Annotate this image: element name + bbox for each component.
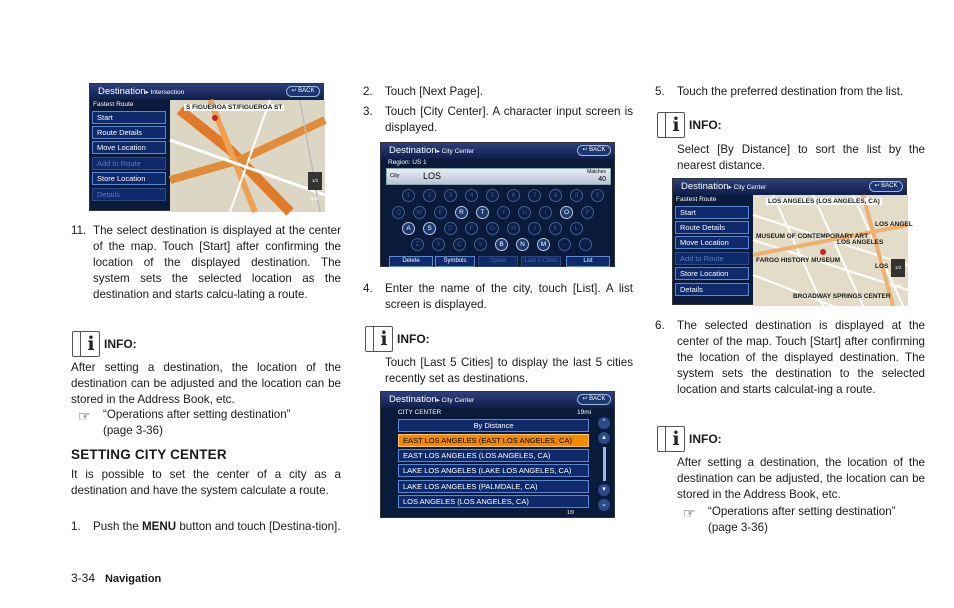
keyboard-key: L bbox=[570, 222, 583, 235]
screenshot-city-center-destination bbox=[672, 178, 913, 305]
keyboard-key: O bbox=[560, 206, 573, 219]
keyboard-key: V bbox=[474, 238, 487, 251]
screen-header: Destination▸ Intersection bbox=[90, 84, 323, 100]
step-5: 5. Touch the preferred destination from the list. bbox=[655, 85, 904, 98]
screen-header: Destination▸ City Center bbox=[673, 179, 906, 195]
reference-link-col1: “Operations after setting destination” (page 3-36) bbox=[103, 408, 291, 437]
back-button: ↩ BACK bbox=[286, 86, 320, 97]
keyboard-key: G bbox=[486, 222, 499, 235]
keyboard-key: ' bbox=[579, 238, 592, 251]
screenshot-city-list bbox=[380, 391, 615, 518]
keyboard-key: D bbox=[444, 222, 457, 235]
city-input-field: City LOS Matches 40 bbox=[386, 168, 611, 185]
keyboard-key: B bbox=[495, 238, 508, 251]
map-location-label: S FIGUEROA ST/FIGUEROA ST bbox=[186, 104, 283, 111]
keyboard-key: Z bbox=[411, 238, 424, 251]
menu-route-details: Route Details bbox=[92, 126, 166, 139]
keyboard-key: P bbox=[581, 206, 594, 219]
step-4: 4. Enter the name of the city, touch [List]. A list screen is displayed. bbox=[363, 282, 633, 311]
keyboard-key: W bbox=[413, 206, 426, 219]
keyboard-key: - bbox=[558, 238, 571, 251]
step-11: 11. The select destination is displayed at the center of the map. Touch [Start] after confirming the location of the displayed destination. The system sets the selected location as the destination and starts calcu-lating a route. bbox=[71, 224, 341, 301]
menu-start: Start bbox=[675, 206, 749, 219]
keyboard-key: S bbox=[423, 222, 436, 235]
keyboard-key: X bbox=[432, 238, 445, 251]
keyboard-key: C bbox=[453, 238, 466, 251]
step-6: 6. The selected destination is displayed at the center of the map. Touch [Start] after confirming the location of the displayed destination. The system sets the destination to the selected location and starts calculat-ing a route. bbox=[655, 319, 925, 396]
info-text-col1: After setting a destination, the location of the destination can be adjusted and the location can be stored in the Address Book, etc. bbox=[71, 361, 341, 406]
screen-header: Destination▸ City Center bbox=[381, 392, 614, 408]
menu-route-details: Route Details bbox=[675, 221, 749, 234]
keyboard-key: I bbox=[539, 206, 552, 219]
route-label: Fastest Route bbox=[676, 196, 717, 203]
keyboard-key: F bbox=[465, 222, 478, 235]
keyboard-key: 4 bbox=[465, 189, 478, 202]
screenshot-city-keyboard bbox=[380, 142, 615, 267]
route-label: Fastest Route bbox=[93, 101, 134, 108]
menu-move-location: Move Location bbox=[92, 141, 166, 154]
map-place-label: BROADWAY SPRINGS CENTER bbox=[793, 293, 891, 300]
menu-add-to-route: Add to Route bbox=[675, 252, 749, 265]
symbols-button: Symbols bbox=[435, 256, 475, 267]
keyboard-key: T bbox=[476, 206, 489, 219]
section-intro: It is possible to set the center of a city as a destination and have the system calculate a route. bbox=[71, 468, 341, 497]
menu-details: Details bbox=[92, 188, 166, 201]
scroll-up-icon: ⌃ bbox=[598, 417, 610, 429]
map-place-label: FARGO HISTORY MUSEUM bbox=[756, 257, 841, 264]
scrollbar-track bbox=[603, 447, 606, 481]
delete-button: Delete bbox=[389, 256, 433, 267]
page-indicator: 1/9 bbox=[567, 510, 574, 516]
list-header-right: 19mi bbox=[577, 409, 592, 416]
screenshot-intersection-destination bbox=[89, 83, 324, 211]
keyboard-key: 5 bbox=[486, 189, 499, 202]
map-view bbox=[753, 195, 913, 306]
step-3: 3. Touch [City Center]. A character input screen is displayed. bbox=[363, 105, 633, 134]
map-place-label: LOS bbox=[875, 263, 889, 270]
map-place-label: LOS ANGEL bbox=[875, 221, 913, 228]
keyboard-key: 3 bbox=[444, 189, 457, 202]
keyboard-key: 0 bbox=[591, 189, 604, 202]
keyboard-key: H bbox=[507, 222, 520, 235]
keyboard-key: M bbox=[537, 238, 550, 251]
page-number: 3-34 bbox=[71, 571, 96, 585]
back-button: ↩ BACK bbox=[577, 394, 611, 405]
pointing-hand-icon: ☞ bbox=[683, 505, 696, 521]
info-text-col3-b: After setting a destination, the location of the destination can be adjusted, the location can be stored in the Address Book, etc. bbox=[677, 456, 925, 501]
scroll-up-icon: ▴ bbox=[598, 432, 610, 444]
info-heading-col1: i INFO: bbox=[72, 331, 137, 357]
map-place-label: MUSEUM OF CONTEMPORARY ART bbox=[756, 233, 869, 240]
scroll-down-icon: ⌄ bbox=[598, 499, 610, 511]
map-place-label: LOS ANGELES bbox=[837, 239, 884, 246]
map-location-label: LOS ANGELES (LOS ANGELES, CA) bbox=[768, 198, 880, 205]
info-heading-col3-b: i INFO: bbox=[657, 426, 722, 452]
last-5-cities-button: Last 5 Cities bbox=[521, 256, 561, 267]
scale-indicator: 1/2 Mile bbox=[891, 259, 905, 277]
space-button: Space bbox=[478, 256, 518, 267]
keyboard-key: Y bbox=[497, 206, 510, 219]
menu-start: Start bbox=[92, 111, 166, 124]
city-row: EAST LOS ANGELES (EAST LOS ANGELES, CA) bbox=[398, 434, 589, 447]
page-footer bbox=[71, 571, 161, 585]
map-roads bbox=[753, 195, 908, 306]
footer-section: Navigation bbox=[105, 573, 162, 585]
keyboard-key: 8 bbox=[549, 189, 562, 202]
pointing-hand-icon: ☞ bbox=[78, 408, 91, 424]
map-roads bbox=[170, 100, 325, 212]
back-button: ↩ BACK bbox=[869, 181, 903, 192]
keyboard-key: 1 bbox=[402, 189, 415, 202]
scroll-down-icon: ▾ bbox=[598, 484, 610, 496]
info-text-col2: Touch [Last 5 Cities] to display the last 5 cities recently set as destinations. bbox=[385, 356, 633, 385]
keyboard-key: A bbox=[402, 222, 415, 235]
list-button: List bbox=[566, 256, 610, 267]
keyboard-key: Q bbox=[392, 206, 405, 219]
menu-store-location: Store Location bbox=[675, 267, 749, 280]
step-2: 2. Touch [Next Page]. bbox=[363, 85, 483, 98]
reference-link-col3: “Operations after setting destination” (page 3-36) bbox=[708, 505, 896, 534]
region-label: Region: US 1 bbox=[388, 159, 427, 166]
keyboard-key: J bbox=[528, 222, 541, 235]
info-heading-col2: i INFO: bbox=[365, 326, 430, 352]
keyboard-key: U bbox=[518, 206, 531, 219]
step-1: 1. Push the MENU button and touch [Destina-tion]. bbox=[71, 520, 341, 533]
by-distance-button: By Distance bbox=[398, 419, 589, 432]
keyboard-key: 9 bbox=[570, 189, 583, 202]
screen-header: Destination▸ City Center bbox=[381, 143, 614, 159]
info-i-icon: i bbox=[365, 326, 393, 352]
menu-store-location: Store Location bbox=[92, 172, 166, 185]
keyboard-key: 2 bbox=[423, 189, 436, 202]
keyboard-key: N bbox=[516, 238, 529, 251]
menu-details: Details bbox=[675, 283, 749, 296]
keyboard-key: E bbox=[434, 206, 447, 219]
section-title: SETTING CITY CENTER bbox=[71, 447, 227, 462]
city-row: EAST LOS ANGELES (LOS ANGELES, CA) bbox=[398, 449, 589, 462]
keyboard-key: 6 bbox=[507, 189, 520, 202]
city-row: LAKE LOS ANGELES (PALMDALE, CA) bbox=[398, 480, 589, 493]
keyboard-key: K bbox=[549, 222, 562, 235]
keyboard-key: R bbox=[455, 206, 468, 219]
keyboard-key: 7 bbox=[528, 189, 541, 202]
city-row: LAKE LOS ANGELES (LAKE LOS ANGELES, CA) bbox=[398, 464, 589, 477]
info-i-icon: i bbox=[72, 331, 100, 357]
info-text-col3-a: Select [By Distance] to sort the list by the nearest distance. bbox=[677, 143, 925, 172]
info-i-icon: i bbox=[657, 112, 685, 138]
info-i-icon: i bbox=[657, 426, 685, 452]
back-button: ↩ BACK bbox=[577, 145, 611, 156]
list-header-left: CITY CENTER bbox=[398, 409, 442, 416]
info-heading-col3-a: i INFO: bbox=[657, 112, 722, 138]
menu-move-location: Move Location bbox=[675, 236, 749, 249]
scale-indicator: 1/2 Mile bbox=[308, 172, 322, 190]
menu-add-to-route: Add to Route bbox=[92, 157, 166, 170]
map-view bbox=[170, 100, 325, 212]
city-row: LOS ANGELES (LOS ANGELES, CA) bbox=[398, 495, 589, 508]
